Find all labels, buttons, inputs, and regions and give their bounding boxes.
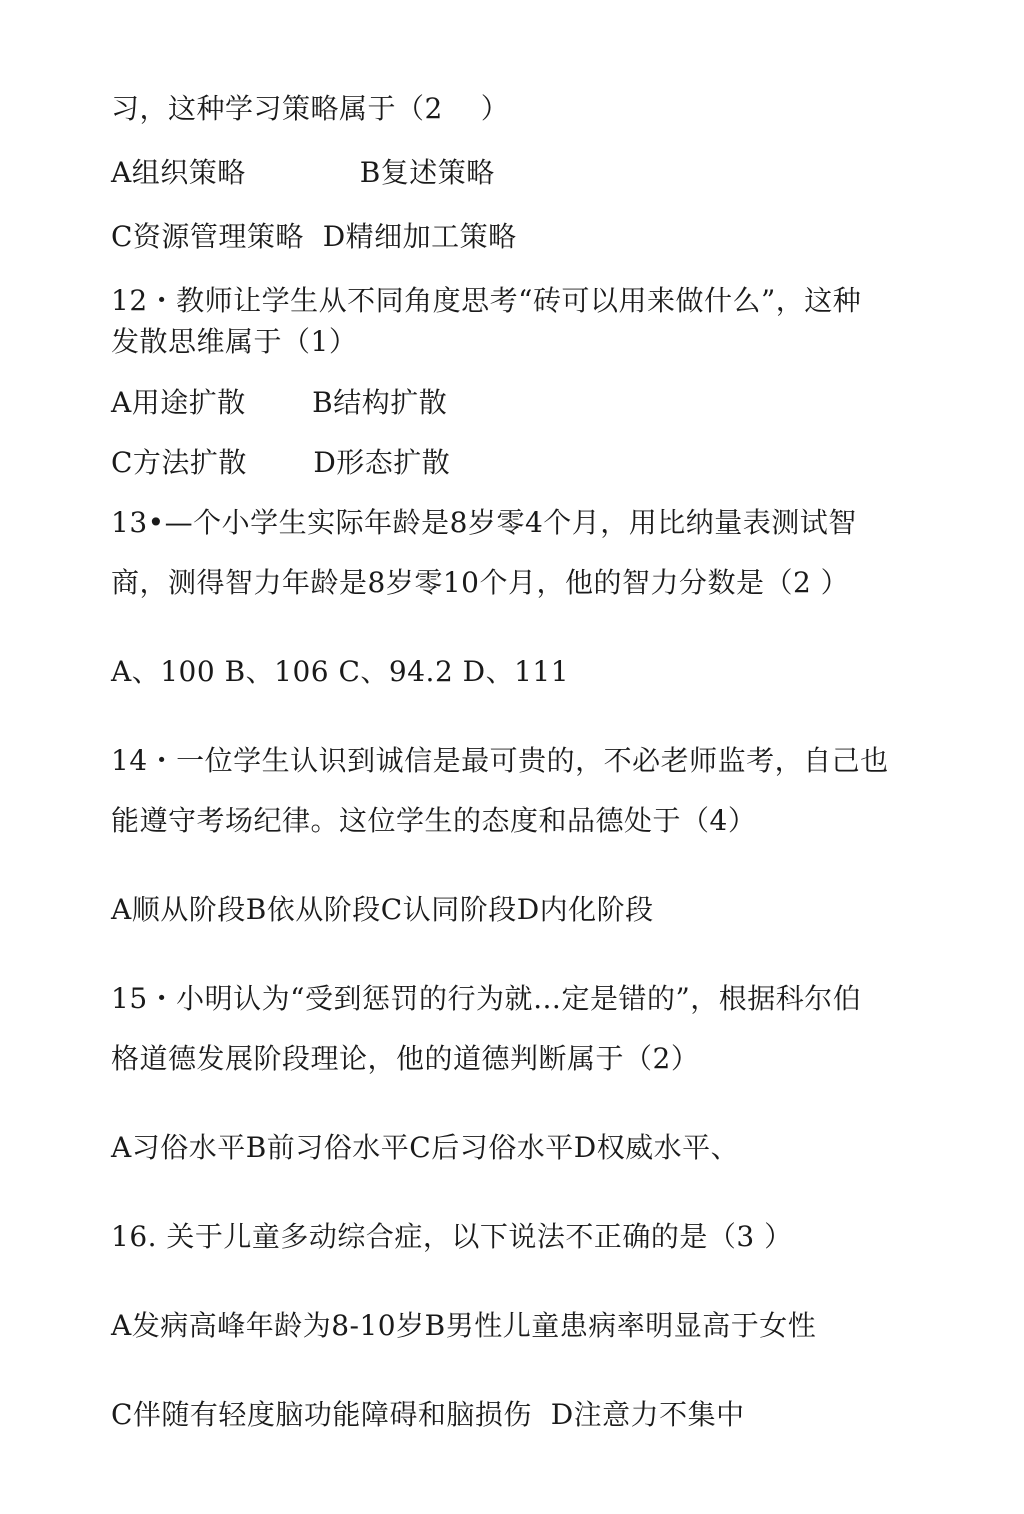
option-line: A组织策略 B复述策略 bbox=[111, 156, 495, 189]
question-line: 发散思维属于（1） bbox=[111, 325, 358, 358]
option-line: A、100 B、106 C、94.2 D、111 bbox=[111, 655, 570, 688]
option-line: A发病高峰年龄为8-10岁B男性儿童患病率明显高于女性 bbox=[111, 1309, 817, 1342]
question-line: 13•—个小学生实际年龄是8岁零4个月，用比纳量表测试智 bbox=[111, 506, 857, 539]
option-line: A用途扩散 B结构扩散 bbox=[111, 386, 448, 419]
option-line: A习俗水平B前习俗水平C后习俗水平D权威水平、 bbox=[111, 1131, 740, 1164]
question-line: 14・一位学生认识到诚信是最可贵的，不必老师监考，自己也 bbox=[111, 744, 889, 777]
question-line: 12・教师让学生从不同角度思考“砖可以用来做什么”，这种 bbox=[111, 284, 862, 317]
question-line: 商，测得智力年龄是8岁零10个月，他的智力分数是（2 ） bbox=[111, 566, 850, 599]
text-line: 习，这种学习策略属于（2 ） bbox=[111, 92, 510, 125]
question-line: 格道德发展阶段理论，他的道德判断属于（2） bbox=[111, 1042, 700, 1075]
option-line: C资源管理策略 D精细加工策略 bbox=[111, 220, 517, 253]
option-line: C伴随有轻度脑功能障碍和脑损伤 D注意力不集中 bbox=[111, 1398, 745, 1431]
option-line: C方法扩散 D形态扩散 bbox=[111, 446, 451, 479]
question-line: 16. 关于儿童多动综合症，以下说法不正确的是（3 ） bbox=[111, 1220, 793, 1253]
option-line: A顺从阶段B依从阶段C认同阶段D内化阶段 bbox=[111, 893, 654, 926]
question-line: 能遵守考场纪律。这位学生的态度和品德处于（4） bbox=[111, 804, 757, 837]
question-line: 15・小明认为“受到惩罚的行为就…定是错的”，根据科尔伯 bbox=[111, 982, 862, 1015]
